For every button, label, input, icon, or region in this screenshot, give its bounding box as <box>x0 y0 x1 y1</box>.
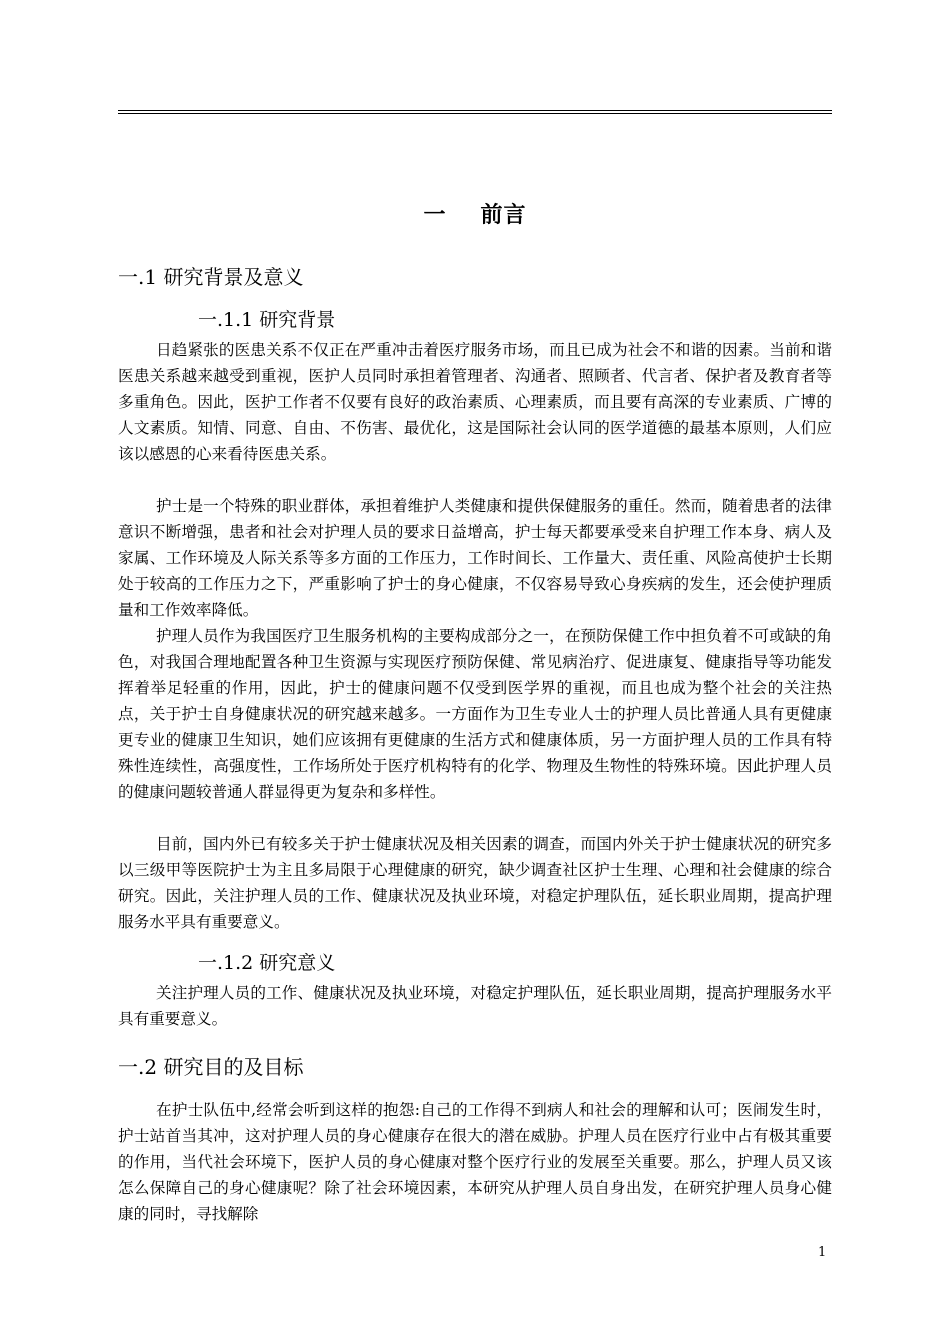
subsection-heading-1-1-2: 一.1.2 研究意义 <box>198 952 336 974</box>
section-heading-1-1: 一.1 研究背景及意义 <box>118 265 304 289</box>
header-rule-bottom <box>118 113 832 114</box>
subsection-heading-1-1-1: 一.1.1 研究背景 <box>198 309 336 331</box>
paragraph: 护理人员作为我国医疗卫生服务机构的主要构成部分之一，在预防保健工作中担负着不可或缺的角色，对我国合理地配置各种卫生资源与实现医疗预防保健、常见病治疗、促进康复、健康指导等功能发挥着举足轻重的作用，因此，护士的健康问题不仅受到医学界的重视，而且也成为整个社会的关注热点，关于护士自身健康状况的研究越来越多。一方面作为卫生专业人士的护理人员比普通人具有更健康更专业的健康卫生知识，她们应该拥有更健康的生活方式和健康体质，另一方面护理人员的工作具有特殊性连续性，高强度性，工作场所处于医疗机构特有的化学、物理及生物性的特殊环境。因此护理人员的健康问题较普通人群显得更为复杂和多样性。 <box>118 627 832 801</box>
header-rule-top <box>118 110 832 111</box>
page-number: 1 <box>818 1245 827 1260</box>
paragraph: 关注护理人员的工作、健康状况及执业环境，对稳定护理队伍，延长职业周期，提高护理服务水平具有重要意义。 <box>118 984 832 1028</box>
chapter-title <box>0 198 950 229</box>
section-heading-1-2: 一.2 研究目的及目标 <box>118 1055 304 1079</box>
chapter-number: 一 <box>423 203 447 228</box>
paragraph: 日趋紧张的医患关系不仅正在严重冲击着医疗服务市场，而且已成为社会不和谐的因素。当前和谐医患关系越来越受到重视，医护人员同时承担着管理者、沟通者、照顾者、代言者、保护者及教育者等多重角色。因此，医护工作者不仅要有良好的政治素质、心理素质，而且要有高深的专业素质、广博的人文素质。知情、同意、自由、不伤害、最优化，这是国际社会认同的医学道德的最基本原则，人们应该以感恩的心来看待医患关系。 <box>118 341 832 463</box>
chapter-name: 前言 <box>480 203 527 228</box>
paragraph: 在护士队伍中,经常会听到这样的抱怨:自己的工作得不到病人和社会的理解和认可；医闹发生时，护士站首当其冲，这对护理人员的身心健康存在很大的潜在威胁。护理人员在医疗行业中占有极其重要的作用，当代社会环境下，医护人员的身心健康对整个医疗行业的发展至关重要。那么，护理人员又该怎么保障自己的身心健康呢？除了社会环境因素，本研究从护理人员自身出发，在研究护理人员身心健康的同时，寻找解除 <box>118 1101 832 1223</box>
paragraph: 目前，国内外已有较多关于护士健康状况及相关因素的调查，而国内外关于护士健康状况的研究多以三级甲等医院护士为主且多局限于心理健康的研究，缺少调查社区护士生理、心理和社会健康的综合研究。因此，关注护理人员的工作、健康状况及执业环境，对稳定护理队伍，延长职业周期，提高护理服务水平具有重要意义。 <box>118 835 832 931</box>
paragraph: 护士是一个特殊的职业群体，承担着维护人类健康和提供保健服务的重任。然而，随着患者的法律意识不断增强，患者和社会对护理人员的要求日益增高，护士每天都要承受来自护理工作本身、病人及家属、工作环境及人际关系等多方面的工作压力，工作时间长、工作量大、责任重、风险高使护士长期处于较高的工作压力之下，严重影响了护士的身心健康，不仅容易导致心身疾病的发生，还会使护理质量和工作效率降低。 <box>118 497 832 619</box>
